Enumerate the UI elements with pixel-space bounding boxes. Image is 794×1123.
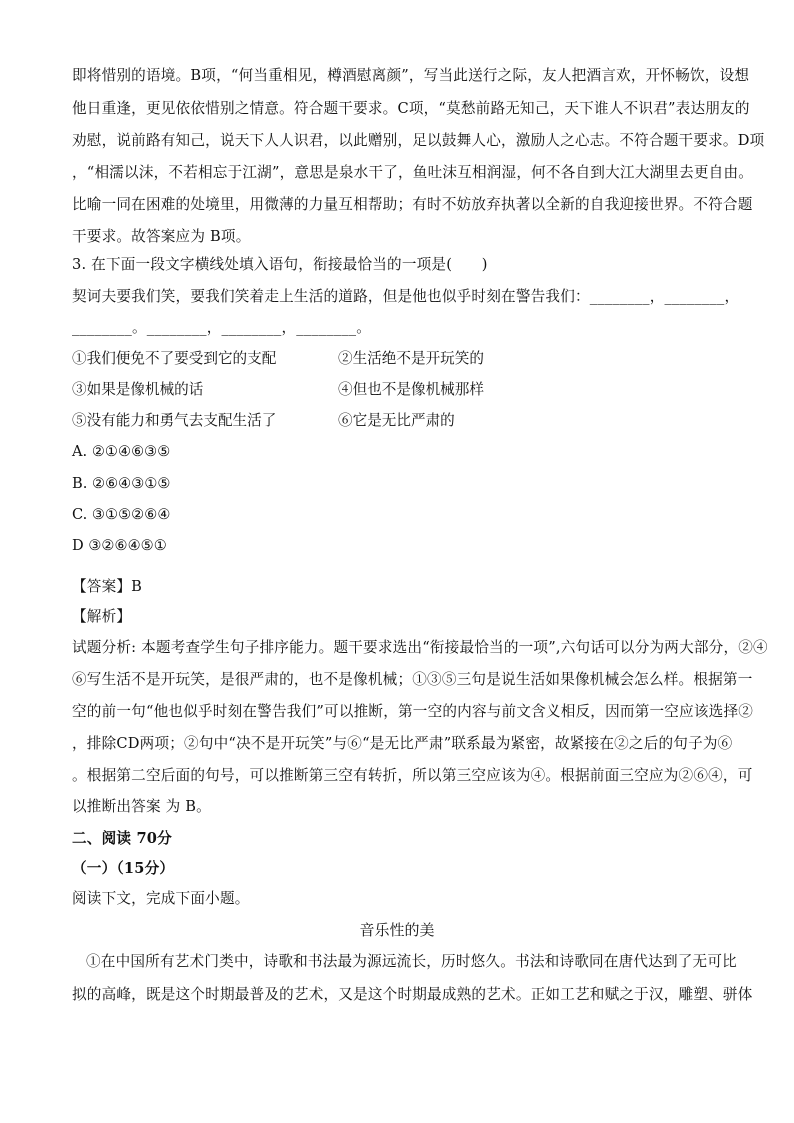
analysis-prev-line: ，“相濡以沫，不若相忘于江湖”，意思是泉水干了，鱼吐沫互相润湿，何不各自到大江大湖里去更自由。 bbox=[72, 164, 754, 181]
question-passage-line: 契诃夫要我们笑，要我们笑着走上生活的道路，但是他也似乎时刻在警告我们：________，________， bbox=[72, 288, 740, 305]
article-line: 拟的高峰，既是这个时期最普及的艺术，又是这个时期最成熟的艺术。正如工艺和赋之于汉，雕塑、骈体 bbox=[72, 986, 753, 1003]
analysis-prev-line: 比喻一同在困难的处境里，用微薄的力量互相帮助；有时不妨放弃执著以全新的自我迎接世界。不符合题 bbox=[72, 196, 753, 213]
sentence-item: ②生活绝不是开玩笑的 bbox=[338, 350, 484, 367]
analysis-prev-line: 干要求。故答案应为 B项。 bbox=[72, 228, 251, 245]
question-passage-line: ________。________，________，________。 bbox=[72, 319, 372, 336]
reading-instruction: 阅读下文，完成下面小题。 bbox=[72, 890, 250, 907]
sentence-item: ③如果是像机械的话 bbox=[72, 381, 204, 398]
analysis-line: 空的前一句“他也似乎时刻在警告我们”可以推断，第一空的内容与前文含义相反，因而第一空应该选择② bbox=[72, 703, 754, 720]
answer-option-b: B. ②⑥④③①⑤ bbox=[72, 475, 171, 492]
article-title: 音乐性的美 bbox=[359, 921, 435, 939]
answer-option-a: A. ②①④⑥③⑤ bbox=[72, 443, 171, 460]
analysis-prev-line: 他日重逢，更见依依惜别之情意。符合题干要求。C项，“莫愁前路无知己，天下谁人不识君”表达朋友的 bbox=[72, 100, 750, 117]
answer-option-c: C. ③①⑤②⑥④ bbox=[72, 506, 171, 523]
sentence-item: ⑥它是无比严肃的 bbox=[338, 412, 455, 429]
answer-label: 【答案】B bbox=[72, 578, 143, 595]
article-line: ①在中国所有艺术门类中，诗歌和书法最为源远流长，历时悠久。书法和诗歌同在唐代达到了无可比 bbox=[86, 953, 737, 970]
analysis-prev-line: 即将惜别的语境。B项，“何当重相见，樽酒慰离颜”，写当此送行之际，友人把酒言欢，开怀畅饮，设想 bbox=[72, 67, 750, 84]
sentence-item: ①我们便免不了要受到它的支配 bbox=[72, 350, 277, 367]
section-heading: 二、阅读 70分 bbox=[72, 830, 172, 847]
analysis-line: ⑥写生活不是开玩笑，是很严肃的，也不是像机械；①③⑤三句是说生活如果像机械会怎么样。根据第一 bbox=[72, 671, 753, 688]
question-stem: 3. 在下面一段文字横线处填入语句，衔接最恰当的一项是( ) bbox=[72, 256, 488, 273]
analysis-line: ，排除CD两项；②句中“决不是开玩笑”与⑥“是无比严肃”联系最为紧密，故紧接在②之后的句子为⑥ bbox=[72, 735, 733, 752]
analysis-line: 。根据第二空后面的句号，可以推断第三空有转折，所以第三空应该为④。根据前面三空应为②⑥④，可 bbox=[72, 767, 753, 784]
sentence-item: ④但也不是像机械那样 bbox=[338, 381, 484, 398]
analysis-line: 试题分析: 本题考查学生句子排序能力。题干要求选出“衔接最恰当的一项”,六句话可以分为两大部分，②④ bbox=[72, 639, 768, 656]
analysis-label: 【解析】 bbox=[72, 608, 132, 625]
analysis-prev-line: 劝慰，说前路有知己，说天下人人识君，以此赠别，足以鼓舞人心，激励人之心志。不符合题干要求。D项 bbox=[72, 132, 765, 149]
analysis-line: 以推断出答案 为 B。 bbox=[72, 798, 211, 815]
answer-option-d: D ③②⑥④⑤① bbox=[72, 537, 167, 554]
section-sub-heading: （一）（15分） bbox=[72, 860, 175, 877]
sentence-item: ⑤没有能力和勇气去支配生活了 bbox=[72, 412, 277, 429]
